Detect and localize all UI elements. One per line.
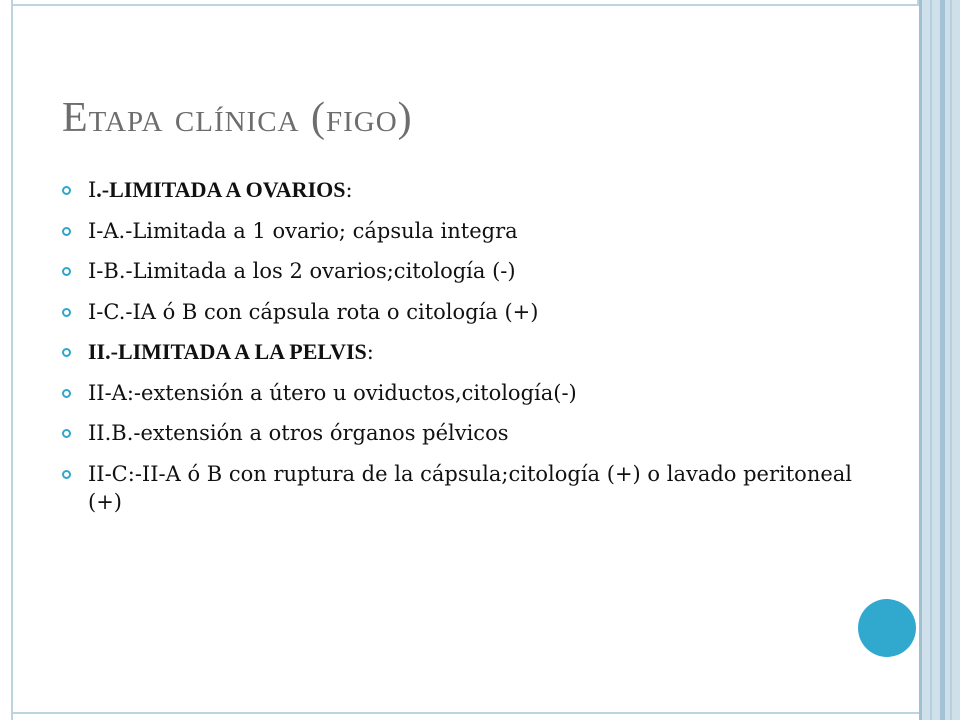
bullet-lead: I	[88, 178, 97, 202]
frame-top-edge	[11, 0, 919, 6]
frame-left-line	[11, 0, 13, 720]
bullet-icon	[62, 267, 71, 276]
bullet-item	[62, 298, 862, 326]
slide-title: Etapa clínica (figo)	[62, 95, 413, 141]
bullet-bold-text: II.-LIMITADA A LA PELVIS	[88, 339, 367, 364]
bullet-icon	[62, 227, 71, 236]
bullet-icon	[62, 470, 71, 479]
bullet-item	[62, 338, 862, 366]
bullet-text: I-B.-Limitada a los 2 ovarios;citología (-)	[88, 259, 516, 283]
bullet-icon	[62, 186, 71, 195]
decor-stripe	[950, 0, 952, 720]
bullet-icon	[62, 429, 71, 438]
bullet-item	[62, 419, 862, 447]
bullet-text: :	[345, 178, 353, 202]
bullet-text: II.B.-extensión a otros órganos pélvicos	[88, 421, 509, 445]
bullet-text: II-A:-extensión a útero u oviductos,citología(-)	[88, 380, 577, 405]
decor-stripe	[919, 0, 922, 720]
bullet-text: I-C.-IA ó B con cápsula rota o citología (+)	[88, 299, 539, 324]
decor-stripe	[940, 0, 945, 720]
bullet-icon	[62, 308, 71, 317]
bullet-item	[62, 217, 862, 245]
bullet-list	[62, 176, 862, 528]
bullet-text: :	[366, 340, 374, 364]
bullet-item	[62, 257, 862, 285]
bullet-icon	[62, 348, 71, 357]
bullet-item	[62, 460, 862, 516]
bullet-text: II-C:-II-A ó B con ruptura de la cápsula;citología (+) o lavado peritoneal (+)	[88, 461, 853, 514]
bullet-item	[62, 379, 862, 407]
frame-bottom-line	[11, 712, 919, 720]
bullet-item	[62, 176, 862, 204]
bullet-bold-text: .-LIMITADA A OVARIOS	[96, 177, 346, 202]
bullet-text: I-A.-Limitada a 1 ovario; cápsula integra	[88, 218, 518, 243]
bullet-icon	[62, 389, 71, 398]
decor-circle	[858, 599, 916, 657]
decor-stripe	[930, 0, 932, 720]
